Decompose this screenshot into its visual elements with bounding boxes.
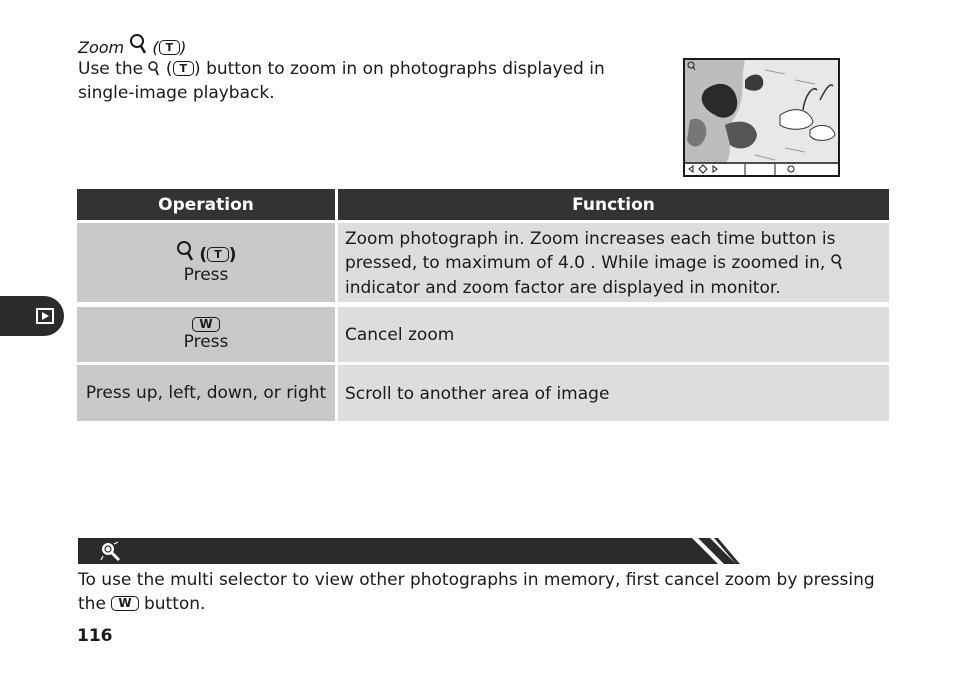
note-banner-bg xyxy=(78,538,740,564)
table-row xyxy=(77,307,889,362)
playback-section-tab xyxy=(0,296,64,336)
intro-text-end: ) button to zoom in on photographs displayed in single-image playback. xyxy=(78,59,605,103)
zoomed-photo-illustration xyxy=(683,58,840,177)
operation-sub-label: Press xyxy=(183,332,229,352)
op-paren-open: ( xyxy=(199,245,208,265)
heading-title: Zoom xyxy=(78,38,125,57)
tele-button-icon: T xyxy=(159,40,181,55)
function-cell xyxy=(338,223,889,302)
heading-paren-open: ( xyxy=(152,38,159,57)
tele-button-icon: T xyxy=(207,247,229,262)
swans-photo xyxy=(685,60,838,175)
intro-paren-open: ( xyxy=(165,59,173,79)
tele-button-icon: T xyxy=(173,61,195,76)
operation-cell xyxy=(77,223,335,302)
function-cell: Scroll to another area of image xyxy=(338,365,889,421)
function-cell: Cancel zoom xyxy=(338,307,889,362)
note-banner xyxy=(78,538,740,564)
tip-icon xyxy=(100,541,122,563)
magnify-icon xyxy=(831,254,843,270)
table-row xyxy=(77,365,889,421)
operation-cell xyxy=(77,307,335,362)
note-text-start: To use the multi selector to view other photographs in memory, first cancel zoom by pressing the xyxy=(78,570,875,614)
intro-paragraph xyxy=(78,57,638,105)
note-text-end: button. xyxy=(143,594,206,614)
wide-button-icon: W xyxy=(192,317,219,332)
magnify-icon xyxy=(176,240,194,262)
magnify-icon xyxy=(129,33,147,55)
operation-cell: Press up, left, down, or right xyxy=(77,365,335,421)
operation-sub-label: Press xyxy=(183,265,229,285)
header-operation: Operation xyxy=(77,189,335,220)
note-text xyxy=(78,568,890,616)
section-heading xyxy=(78,33,186,57)
table-row xyxy=(77,223,889,302)
function-text: Zoom photograph in. Zoom increases each time button is pressed, to maximum of 4.0 . While image is zoomed in, xyxy=(345,228,836,274)
page-number: 116 xyxy=(77,626,113,646)
heading-paren-close: ) xyxy=(180,38,187,57)
wide-button-icon: W xyxy=(111,596,138,611)
playback-icon xyxy=(36,308,54,324)
intro-text-start: Use the xyxy=(78,59,144,79)
table-header-row xyxy=(77,189,889,220)
header-function: Function xyxy=(338,189,889,220)
zoom-in-operation xyxy=(176,240,237,265)
magnify-icon xyxy=(148,61,160,76)
function-text-cont: indicator and zoom factor are displayed in monitor. xyxy=(345,277,781,298)
op-paren-close: ) xyxy=(228,245,237,265)
